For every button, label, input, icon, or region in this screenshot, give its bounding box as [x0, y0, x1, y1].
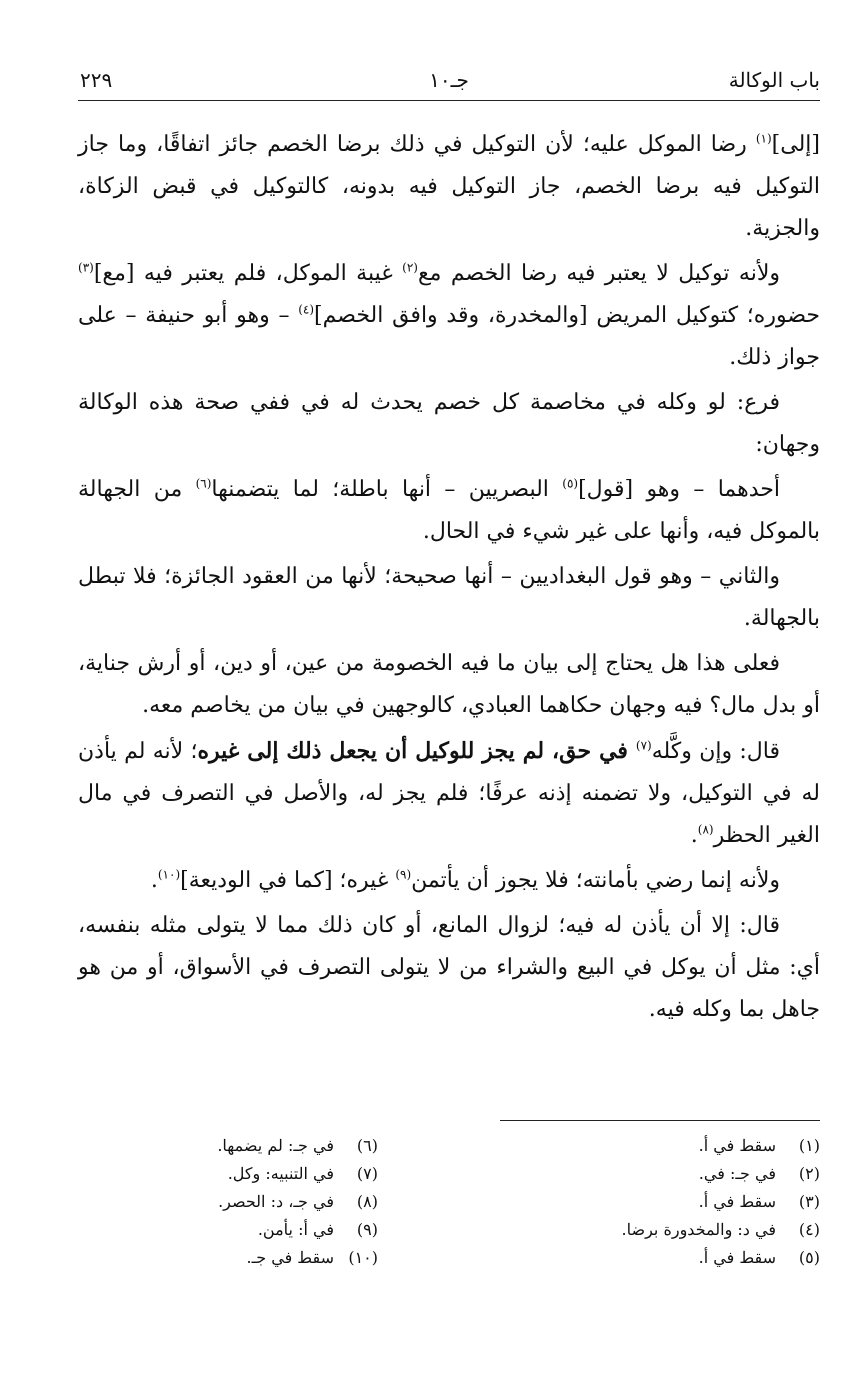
footnote-marker: (٢)	[402, 260, 418, 275]
text-run: حضوره؛ كتوكيل المريض [والمخدرة، وقد وافق الخصم]	[314, 303, 820, 328]
text-run: أحدهما – وهو [قول]	[578, 477, 780, 502]
footnote-number: (٧)	[356, 1164, 378, 1183]
footnote-text: في جـ: لم يضمها.	[217, 1136, 334, 1155]
paragraph	[78, 905, 820, 1031]
footnote-text: سقط في أ.	[698, 1192, 776, 1211]
paragraph	[78, 382, 820, 466]
paragraph	[78, 556, 820, 640]
paragraph	[78, 860, 820, 902]
footnote-marker: (٩)	[395, 867, 412, 882]
footnote-number: (٨)	[356, 1192, 378, 1211]
footnote	[460, 1160, 820, 1188]
footnote	[78, 1132, 378, 1160]
footnote	[78, 1188, 378, 1216]
running-header	[78, 60, 820, 101]
footnote-marker: (٦)	[195, 476, 212, 491]
text-run: قال: وإن وكَّله	[651, 739, 781, 764]
footnote-text: سقط في أ.	[698, 1136, 776, 1155]
footnotes-column-right	[460, 1132, 820, 1272]
text-run: غيره؛ [كما في الوديعة]	[180, 868, 396, 893]
footnote-text: في التنبيه: وكل.	[227, 1164, 334, 1183]
footnote	[460, 1132, 820, 1160]
text-run: رضا الموكل عليه؛ لأن التوكيل في ذلك برضا الخصم جائز اتفاقًا، وما جاز التوكيل فيه برضا الخصم، جاز التوكيل فيه بدونه، كالتوكيل في قبض الزكاة، والجزية.	[78, 132, 820, 241]
chapter-title: باب الوكالة	[728, 68, 820, 92]
footnote-number: (٤)	[798, 1220, 820, 1239]
text-run: البصريين – أنها باطلة؛ لما يتضمنها	[211, 477, 563, 502]
footnote	[78, 1160, 378, 1188]
text-run: فعلى هذا هل يحتاج إلى بيان ما فيه الخصومة من عين، أو دين، أو أرش جناية، أو بدل مال؟ فيه وجهان حكاهما العبادي، كالوجهين في بيان من يخاصم معه.	[78, 651, 820, 718]
text-run: .	[690, 823, 698, 848]
footnote	[78, 1244, 378, 1272]
footnote-separator	[500, 1120, 820, 1121]
footnote-marker: (١٠)	[157, 867, 181, 882]
footnote-number: (١)	[798, 1136, 820, 1155]
book-page	[78, 0, 820, 1376]
footnotes-column-left	[78, 1132, 378, 1272]
footnote-number: (٢)	[798, 1164, 820, 1183]
footnote-number: (٩)	[356, 1220, 378, 1239]
footnote-marker: (١)	[755, 131, 772, 146]
footnote-marker: (٨)	[697, 822, 714, 837]
footnote-marker: (٣)	[78, 260, 94, 275]
text-run: [إلى]	[771, 132, 820, 157]
footnote-text: في د: والمخدورة برضا.	[621, 1220, 776, 1239]
paragraph	[78, 253, 820, 379]
footnote-marker: (٥)	[562, 476, 579, 491]
volume-label: جـ١٠	[429, 68, 469, 92]
footnote-text: في جـ: في.	[698, 1164, 776, 1183]
text-run: – وهو أبو حنيفة – على جواز ذلك.	[78, 303, 820, 370]
paragraph	[78, 469, 820, 553]
footnote-marker: (٧)	[635, 738, 652, 753]
text-run: من الجهالة بالموكل فيه، وأنها على غير شيء في الحال.	[78, 477, 820, 544]
matn-text: في حق، لم يجز للوكيل أن يجعل ذلك إلى غيره	[197, 738, 636, 764]
footnote-text: سقط في أ.	[698, 1248, 776, 1267]
footnote-number: (٣)	[798, 1192, 820, 1211]
text-run: .	[150, 868, 158, 893]
text-run: ؛ لأنه لم يأذن له في التوكيل، ولا تضمنه إذنه عرفًا؛ فلم يجز له، والأصل في التصرف في مال الغير الحظر	[78, 739, 820, 848]
text-run: ولأنه توكيل لا يعتبر فيه رضا الخصم مع	[417, 261, 780, 286]
paragraph	[78, 643, 820, 727]
footnote-text: في أ: يأمن.	[257, 1220, 334, 1239]
body-text	[78, 124, 820, 1034]
footnote-number: (٥)	[798, 1248, 820, 1267]
footnote	[460, 1188, 820, 1216]
footnote-marker: (٤)	[298, 302, 315, 317]
text-run: غيبة الموكل، فلم يعتبر فيه [مع]	[93, 261, 403, 286]
footnote	[460, 1244, 820, 1272]
text-run: والثاني – وهو قول البغداديين – أنها صحيحة؛ لأنها من العقود الجائزة؛ فلا تبطل بالجهالة.	[78, 564, 820, 631]
footnote-number: (١٠)	[348, 1248, 378, 1267]
paragraph	[78, 124, 820, 250]
footnote-text: سقط في جـ.	[246, 1248, 334, 1267]
text-run: قال: إلا أن يأذن له فيه؛ لزوال المانع، أو كان ذلك مما لا يتولى مثله بنفسه، أي: مثل أن يوكل في البيع والشراء من لا يتولى التصرف في الأسواق، أو من هو جاهل بما وكله فيه.	[78, 913, 820, 1022]
text-run: فرع: لو وكله في مخاصمة كل خصم يحدث له في ففي صحة هذه الوكالة وجهان:	[78, 390, 820, 457]
text-run: ولأنه إنما رضي بأمانته؛ فلا يجوز أن يأتمن	[411, 868, 780, 893]
footnote-number: (٦)	[356, 1136, 378, 1155]
footnote-text: في جـ، د: الحصر.	[218, 1192, 334, 1211]
paragraph	[78, 730, 820, 857]
footnote	[460, 1216, 820, 1244]
page-number: ٢٢٩	[80, 68, 113, 92]
footnote	[78, 1216, 378, 1244]
